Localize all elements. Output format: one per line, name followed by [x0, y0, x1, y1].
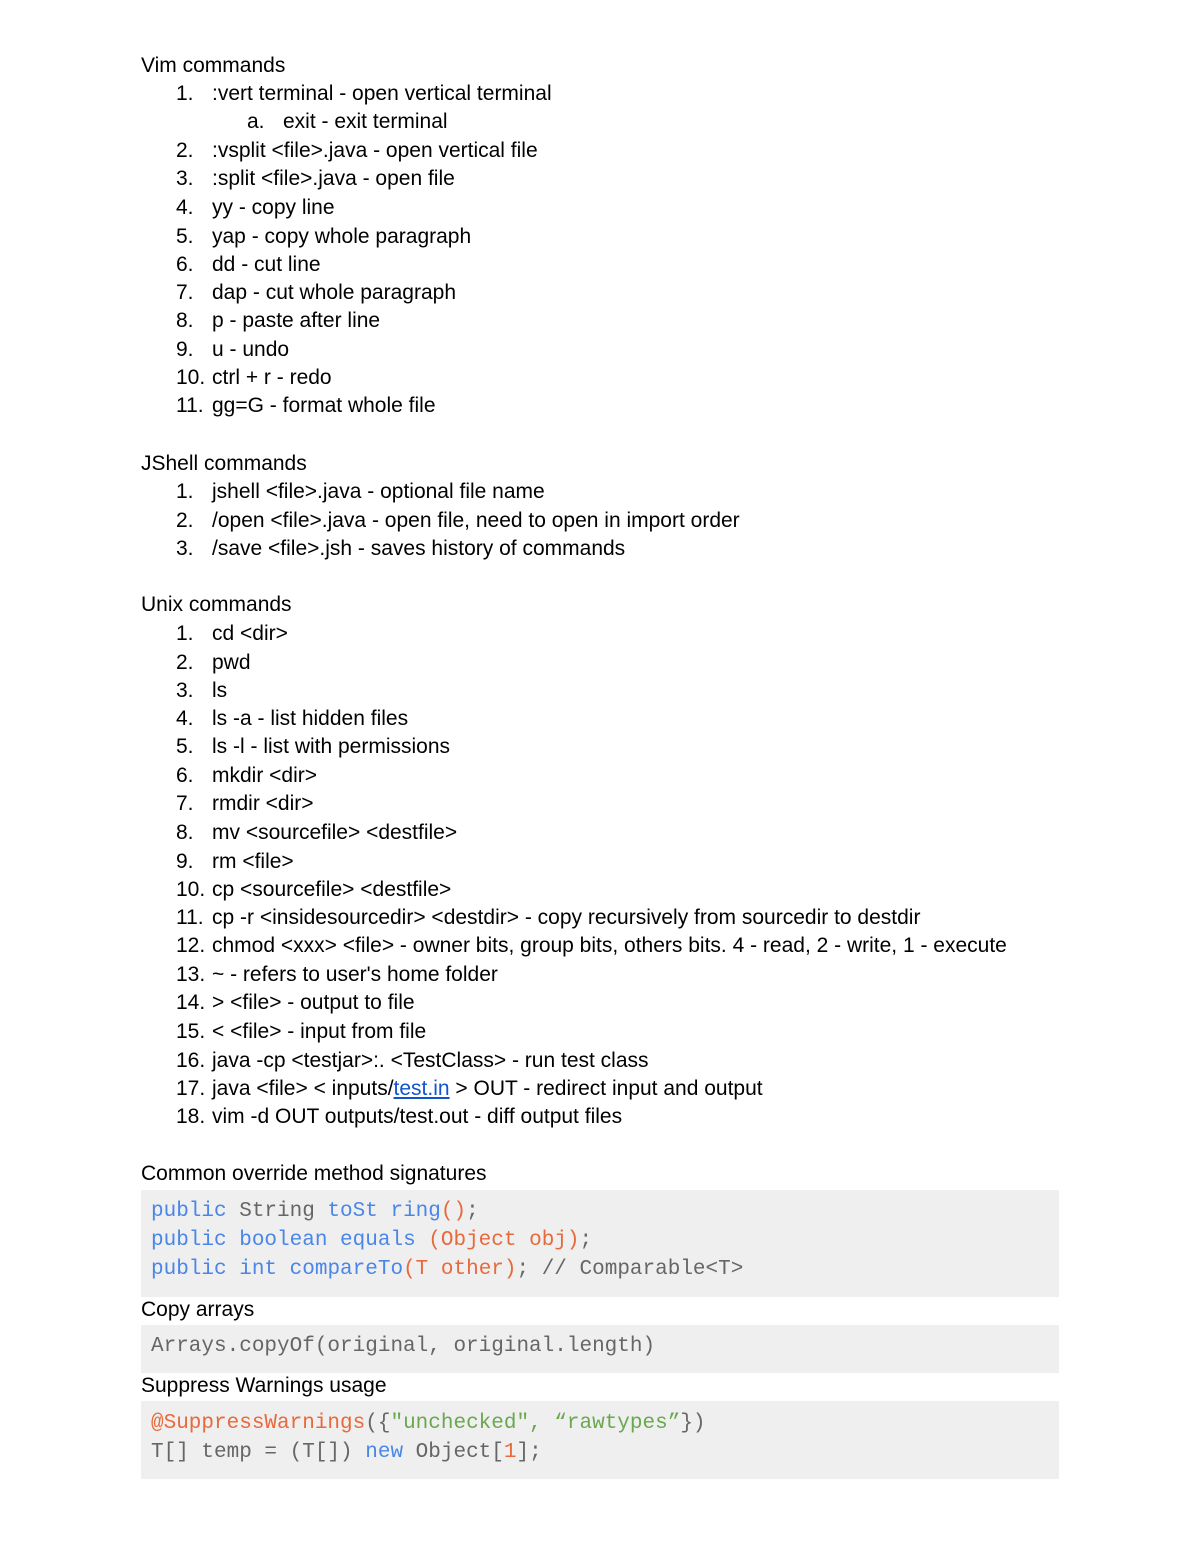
document-page: Vim commands 1. :vert terminal - open vertical terminal a. exit - exit terminal 2. :vsplit <file>.java - open vertical file 3. :split <file>.java - open file 4. yy - copy line 5. yap - copy whole paragraph 6. dd - cut line 7. dap - cut whole paragraph 8. p - paste after line 9. u - undo 10. ctrl + r - redo 11. gg=G - format whole file JShell commands 1. jshell <file>.java - optional file name 2. /open <file>.java - open file, need to open in import order 3. /save <file>.jsh - saves history of commands Unix commands 1. cd <dir> 2. pwd 3. ls 4. ls -a - list hidden files 5. ls -l - list with permissions 6. mkdir <dir> 7. rmdir <dir> 8. mv <sourcefile> <destfile> 9. rm <file> 10. cp <sourcefile> <destfile> 11. cp -r <insidesourcedir> <destdir> - copy recursively from sourcedir to destdir 12. chmod <xxx> <file> - owner bits, group bits, others bits. 4 - read, 2 - write, 1 - execute 13. ~ - refers to user's home folder 14. > <file> - output to file 15. < <file> - input from file 16. java -cp <testjar>:. <TestClass> - run test class 17. java <file> < inputs/test.in > OUT - redirect input and output 18. vim -d OUT outputs/test.out - diff output files Common override method signatures public String toSt ring(); public boolean equals (Object obj); public int compareTo(T other); // Comparable<T> Copy arrays Arrays.copyOf(original, original.length) Suppress Warnings usage @SuppressWarnings({"unchecked", “rawtypes”}) T[] temp = (T[]) new Object[1]; — [0, 0, 1200, 1553]
unix-heading: Unix commands — [141, 593, 292, 616]
suppress-warnings-code-block — [141, 1401, 1059, 1479]
copy-arrays-code-block — [141, 1325, 1059, 1373]
code-line: public String toSt ring(); — [151, 1200, 479, 1223]
copy-arrays-heading: Copy arrays — [141, 1298, 255, 1321]
code-line: T[] temp = (T[]) new Object[1]; — [151, 1441, 542, 1464]
code-line: @SuppressWarnings({"unchecked", “rawtypes”}) — [151, 1412, 706, 1435]
code-line: public boolean equals (Object obj); — [151, 1229, 593, 1252]
test-in-link[interactable]: test.in — [393, 1077, 450, 1100]
jshell-heading: JShell commands — [141, 452, 307, 475]
override-heading: Common override method signatures — [141, 1162, 487, 1185]
override-code-block — [141, 1190, 1059, 1297]
code-line: public int compareTo(T other); // Comparable<T> — [151, 1258, 744, 1281]
vim-heading: Vim commands — [141, 54, 286, 77]
suppress-warnings-heading: Suppress Warnings usage — [141, 1374, 387, 1397]
code-line: Arrays.copyOf(original, original.length) — [151, 1335, 656, 1358]
